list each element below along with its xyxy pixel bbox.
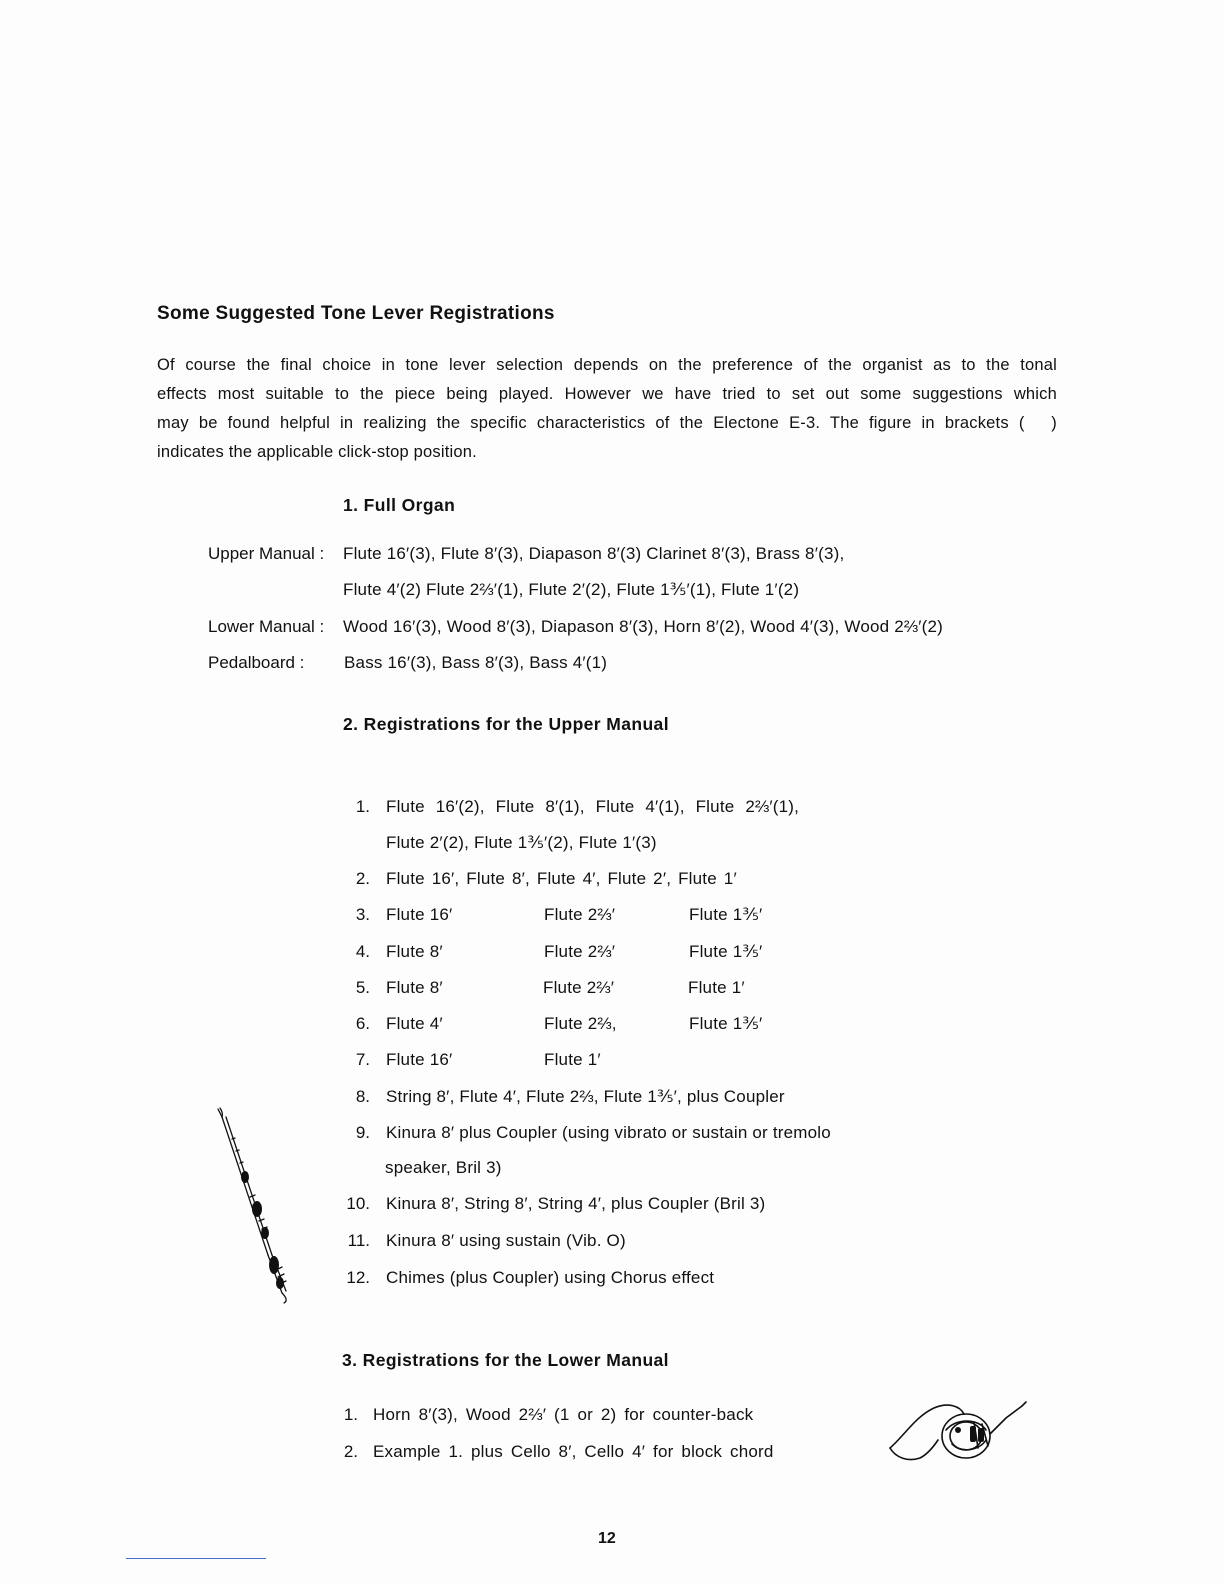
list-item: Chimes (plus Coupler) using Chorus effect [386, 1268, 715, 1287]
list-number: 3. [355, 905, 370, 924]
list-item: Flute 16′, Flute 8′, Flute 4′, Flute 2′, Flute 1′ [386, 869, 737, 888]
upper-manual-heading: 2. Registrations for the Upper Manual [343, 714, 669, 734]
list-item-col1: Flute 16′ [386, 1050, 453, 1069]
list-number: 2. [343, 1442, 358, 1461]
intro-line: effects most suitable to the piece being played. However we have tried to set out some suggestions which [157, 385, 1057, 403]
list-item: Kinura 8′ using sustain (Vib. O) [386, 1231, 626, 1250]
list-number: 6. [355, 1014, 370, 1033]
lower-manual-label: Lower Manual : [208, 617, 325, 636]
french-horn-icon [886, 1400, 1028, 1470]
list-item-col3: Flute 1′ [688, 978, 745, 997]
list-number: 5. [355, 978, 370, 997]
list-item-col1: Flute 8′ [386, 942, 443, 961]
list-number: 1. [343, 1405, 358, 1424]
list-item: Kinura 8′ plus Coupler (using vibrato or sustain or tremolo [386, 1123, 831, 1142]
list-item-col1: Flute 8′ [386, 978, 443, 997]
page-heading: Some Suggested Tone Lever Registrations [157, 303, 555, 324]
upper-manual-line: Flute 4′(2) Flute 2⅔′(1), Flute 2′(2), Flute 1⅗′(1), Flute 1′(2) [343, 580, 800, 599]
list-item: Horn 8′(3), Wood 2⅔′ (1 or 2) for counter-back [373, 1405, 754, 1424]
list-number: 8. [355, 1087, 370, 1106]
list-item-col2: Flute 2⅔′ [544, 905, 616, 924]
lower-manual-heading: 3. Registrations for the Lower Manual [342, 1350, 669, 1370]
list-item-col3: Flute 1⅗′ [689, 905, 763, 924]
page-number: 12 [598, 1530, 616, 1547]
list-number: 10. [346, 1194, 370, 1213]
list-item: String 8′, Flute 4′, Flute 2⅔, Flute 1⅗′, plus Coupler [386, 1087, 785, 1106]
list-item-col2: Flute 1′ [544, 1050, 601, 1069]
list-item-col3: Flute 1⅗′ [689, 1014, 763, 1033]
list-item: Kinura 8′, String 8′, String 4′, plus Coupler (Bril 3) [386, 1194, 766, 1213]
list-item-col3: Flute 1⅗′ [689, 942, 763, 961]
list-number: 2. [355, 869, 370, 888]
full-organ-heading: 1. Full Organ [343, 495, 456, 515]
list-number: 11. [347, 1231, 370, 1250]
intro-line: indicates the applicable click-stop position. [157, 443, 477, 461]
lower-manual-line: Wood 16′(3), Wood 8′(3), Diapason 8′(3), Horn 8′(2), Wood 4′(3), Wood 2⅔′(2) [343, 617, 943, 636]
edge-line [126, 1558, 266, 1559]
pedalboard-label: Pedalboard : [208, 653, 305, 672]
intro-line: may be found helpful in realizing the specific characteristics of the Electone E-3. The figure in brackets ( ) [157, 414, 1057, 432]
upper-manual-line: Flute 16′(3), Flute 8′(3), Diapason 8′(3) Clarinet 8′(3), Brass 8′(3), [343, 544, 845, 563]
list-item: Flute 2′(2), Flute 1⅗′(2), Flute 1′(3) [386, 833, 657, 852]
list-number: 4. [355, 942, 370, 961]
intro-paragraph [157, 351, 1057, 467]
pedalboard-line: Bass 16′(3), Bass 8′(3), Bass 4′(1) [344, 653, 608, 672]
intro-line: Of course the final choice in tone lever selection depends on the preference of the organist as to the tonal [157, 356, 1057, 374]
list-item-col2: Flute 2⅔, [544, 1014, 617, 1033]
list-item: Flute 16′(2), Flute 8′(1), Flute 4′(1), Flute 2⅔′(1), [386, 797, 800, 816]
list-item-col2: Flute 2⅔′ [543, 978, 615, 997]
list-item-col2: Flute 2⅔′ [544, 942, 616, 961]
list-item-col1: Flute 16′ [386, 905, 453, 924]
list-number: 9. [355, 1123, 370, 1142]
upper-manual-label: Upper Manual : [208, 544, 325, 563]
list-number: 7. [355, 1050, 370, 1069]
list-number: 1. [355, 797, 370, 816]
list-item: speaker, Bril 3) [385, 1158, 502, 1177]
list-item: Example 1. plus Cello 8′, Cello 4′ for block chord [373, 1442, 774, 1461]
flute-icon [212, 1105, 294, 1305]
list-number: 12. [346, 1268, 370, 1287]
list-item-col1: Flute 4′ [386, 1014, 443, 1033]
